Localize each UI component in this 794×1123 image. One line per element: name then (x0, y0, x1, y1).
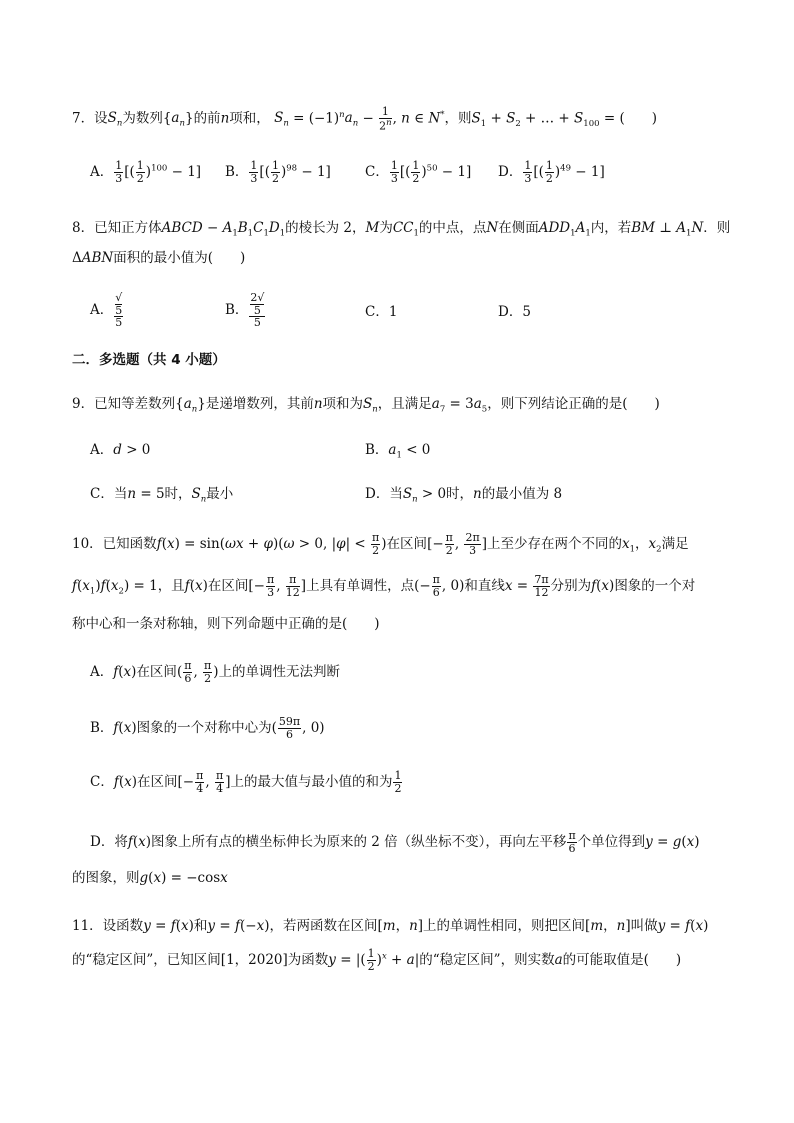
q10-option-a[interactable]: A．f(x)在区间( $\frac{\pi}{6}$ , $\frac{\pi}{2}$ )上的单调性无法判断 (90, 659, 341, 685)
q8-option-b[interactable]: B． 2√ 5 5 (225, 291, 265, 330)
q8-label: 8．已知正方体 (72, 220, 162, 236)
q7-label: 7．设 (72, 110, 108, 127)
question-7: 7．设$S_n$为数列$\{a_n\}$的前n项和， $S_n = (-1)^na_n$ − $\frac{1}{2^n}$ , n ∈ N*，则$S_1 + S_2$ + … + $S_{100}$ = ( ) (72, 105, 657, 133)
q10-option-d[interactable]: D．将f(x)图象上所有点的横坐标伸长为原来的 2 倍（纵坐标不变），再向左平移 $\frac{\pi}{6}$ 个单位得到y = g(x) (90, 829, 700, 855)
question-11: 11．设函数y = f(x)和y = f(−x)，若两函数在区间[m，n]上的单调性相同，则把区间[m，n]叫做y = f(x) (72, 918, 709, 934)
q7-option-d[interactable]: D． $\frac{1}{3}$ [( $\frac{1}{2}$ )$^{49}$ − 1] (498, 159, 605, 185)
section-heading: 二．多选题（共 4 小题） (72, 352, 226, 368)
question-8: 8．已知正方体ABCD − $A_1B_1C_1D_1$的棱长为 2，M为$CC_1$的中点，点N在侧面$ADD_1A_1$内，若BM ⊥ $A_1N$．则 (72, 220, 731, 239)
q11-label: 11．设函数 (72, 918, 144, 934)
q8-option-c[interactable]: C．1 (365, 304, 398, 320)
q10-option-d-line2: 的图象，则g(x) = −cosx (72, 870, 228, 886)
question-10-line3: 称中心和一条对称轴，则下列命题中正确的是( ) (72, 616, 380, 632)
q10-option-c[interactable]: C．f(x)在区间[− $\frac{\pi}{4}$ , $\frac{\pi}{4}$ ]上的最大值与最小值的和为 $\frac{1}{2}$ (90, 769, 402, 795)
question-10-line2: $f(x_1)f(x_2) = 1$，且f(x)在区间[− $\frac{\pi}{3}$ , $\frac{\pi}{12}$ ]上具有单调性，点(− $\frac{\pi}{6}$ , 0)和直线x = $\frac{7\pi}{12}$ 分别为f(x)图象的一个对 (72, 573, 696, 599)
q7-option-a[interactable]: A． $\frac{1}{3}$ [( $\frac{1}{2}$ )$^{100}$ − 1] (90, 159, 202, 185)
q10-label: 10．已知函数 (72, 536, 157, 552)
q9-option-d[interactable]: D．当$S_n > 0$时，n的最小值为 8 (365, 486, 563, 505)
q8-option-d[interactable]: D．5 (498, 304, 531, 320)
q7-option-c[interactable]: C． $\frac{1}{3}$ [( $\frac{1}{2}$ )$^{50}$ − 1] (365, 159, 472, 185)
q7-option-b[interactable]: B． $\frac{1}{3}$ [( $\frac{1}{2}$ )$^{98}$ − 1] (225, 159, 331, 185)
q9-option-c[interactable]: C．当n = 5时，$S_n$最小 (90, 486, 234, 505)
q9-option-a[interactable]: A．d > 0 (90, 442, 151, 458)
question-8-line2: ΔABN面积的最小值为( ) (72, 250, 246, 266)
q9-label: 9．已知等差数列 (72, 396, 176, 412)
q10-option-b[interactable]: B．f(x)图象的一个对称中心为( $\frac{59\pi}{6}$ , 0) (90, 715, 325, 741)
question-9: 9．已知等差数列$\{a_n\}$是递增数列，其前n项和为$S_n$，且满足$a_7 = 3a_5$，则下列结论正确的是( ) (72, 396, 660, 415)
question-11-line2: 的“稳定区间”，已知区间[1，2020]为函数y = |( $\frac{1}{2}$ )$^x$ + a|的“稳定区间”，则实数a的可能取值是( ) (72, 947, 682, 973)
question-10: 10．已知函数f(x) = sin(ωx + φ)(ω > 0, |φ| < $\frac{\pi}{2}$ )在区间[− $\frac{\pi}{2}$ , $\frac{2\pi}{3}$ ]上至少存在两个不同的$x_1$，$x_2$满足 (72, 531, 689, 557)
q9-option-b[interactable]: B．$a_1 < 0$ (365, 442, 431, 461)
q8-option-a[interactable]: A． √ 5 5 (90, 291, 123, 330)
